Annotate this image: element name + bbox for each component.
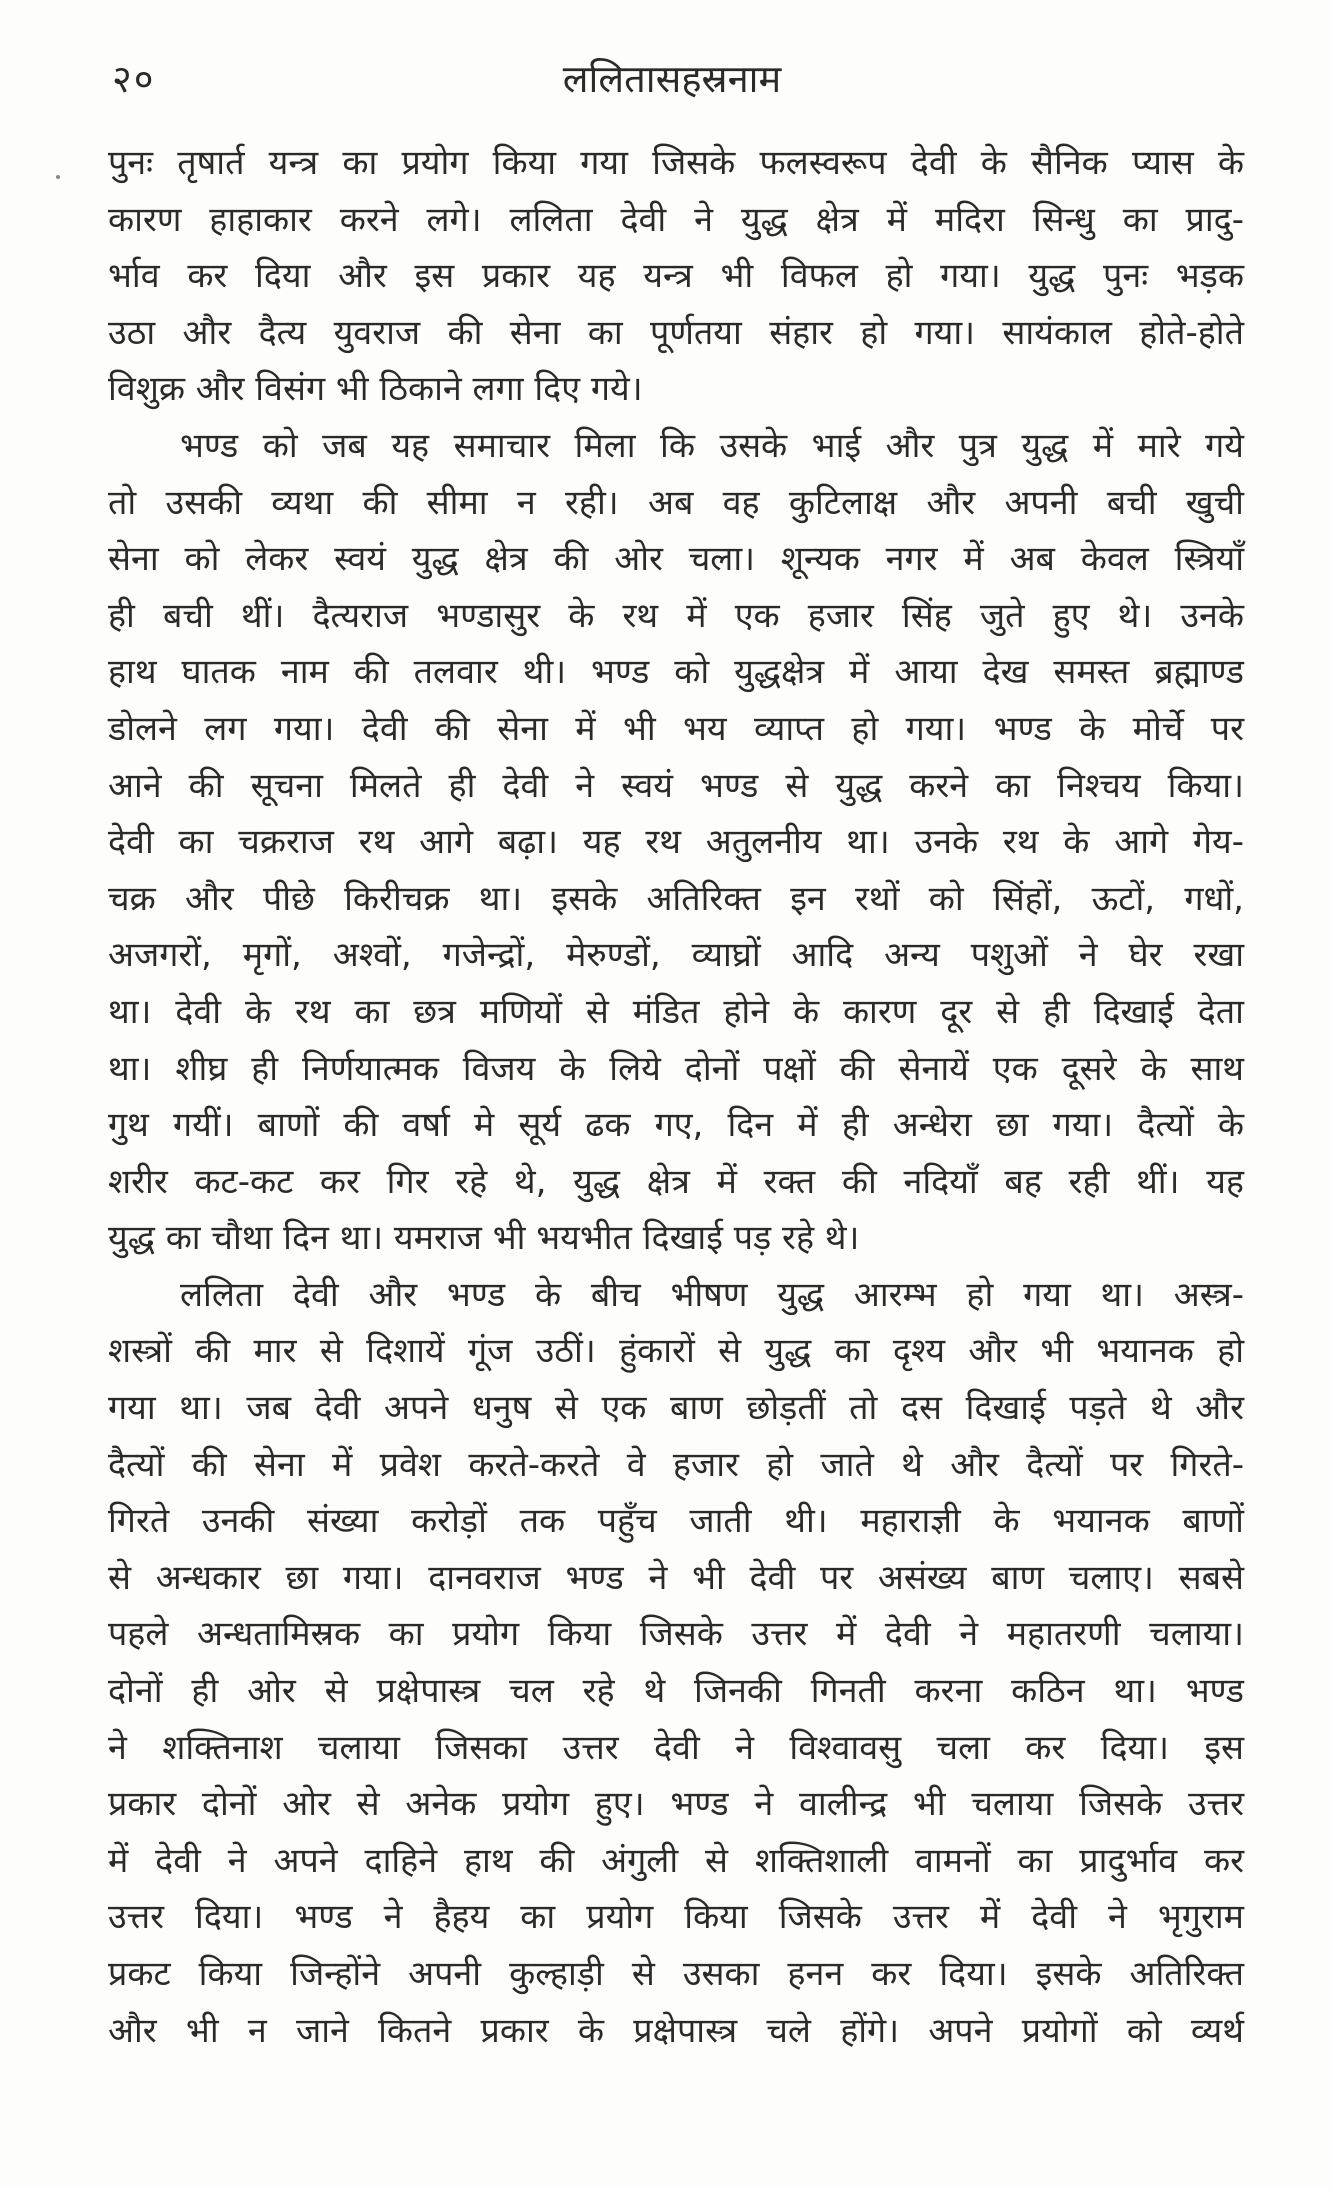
text-line: अजगरों, मृगों, अश्वों, गजेन्द्रों, मेरुण्डों, व्याघ्रों आदि अन्य पशुओं ने घेर रखा (108, 935, 1244, 976)
text-line: उठा और दैत्य युवराज की सेना का पूर्णतया संहार हो गया। सायंकाल होते-होते (108, 312, 1244, 353)
running-title: ललितासहस्रनाम (562, 57, 782, 101)
text-line: शरीर कट-कट कर गिर रहे थे, युद्ध क्षेत्र में रक्त की नदियाँ बह रही थीं। यह (108, 1161, 1244, 1202)
text-line: ही बची थीं। दैत्यराज भण्डासुर के रथ में एक हजार सिंह जुते हुए थे। उनके (108, 595, 1244, 636)
text-line: था। देवी के रथ का छत्र मणियों से मंडित होने के कारण दूर से ही दिखाई देता (108, 991, 1244, 1032)
text-line: गुथ गयीं। बाणों की वर्षा मे सूर्य ढक गए, दिन में ही अन्धेरा छा गया। दैत्यों के (108, 1105, 1244, 1146)
text-line: तो उसकी व्यथा की सीमा न रही। अब वह कुटिलाक्ष और अपनी बची खुची (108, 482, 1244, 523)
paragraph-3 (108, 1267, 1244, 2059)
text-line: युद्ध का चौथा दिन था। यमराज भी भयभीत दिखाई पड़ रहे थे। (108, 1218, 860, 1259)
text-line: सेना को लेकर स्वयं युद्ध क्षेत्र की ओर चला। शून्यक नगर में अब केवल स्त्रियाँ (108, 539, 1244, 580)
page-number: २० (112, 57, 156, 101)
text-line: शस्त्रों की मार से दिशायें गूंज उठीं। हुंकारों से युद्ध का दृश्य और भी भयानक हो (108, 1331, 1244, 1372)
text-line: दैत्यों की सेना में प्रवेश करते-करते वे हजार हो जाते थे और दैत्यों पर गिरते- (108, 1444, 1244, 1485)
text-line: र्भाव कर दिया और इस प्रकार यह यन्त्र भी विफल हो गया। युद्ध पुनः भड़क (108, 256, 1244, 297)
text-line: प्रकट किया जिन्होंने अपनी कुल्हाड़ी से उसका हनन कर दिया। इसके अतिरिक्त (108, 1954, 1244, 1994)
margin-speck (56, 175, 60, 179)
text-line: ने शक्तिनाश चलाया जिसका उत्तर देवी ने विश्वावसु चला कर दिया। इस (108, 1727, 1244, 1768)
text-line: भण्ड को जब यह समाचार मिला कि उसके भाई और पुत्र युद्ध में मारे गये (180, 425, 1244, 466)
text-line: डोलने लग गया। देवी की सेना में भी भय व्याप्त हो गया। भण्ड के मोर्चे पर (108, 708, 1244, 749)
text-line: पुनः तृषार्त यन्त्र का प्रयोग किया गया जिसके फलस्वरूप देवी के सैनिक प्यास के (108, 143, 1244, 183)
text-line: गिरते उनकी संख्या करोड़ों तक पहुँच जाती थी। महाराज्ञी के भयानक बाणों (108, 1501, 1244, 1542)
text-line: आने की सूचना मिलते ही देवी ने स्वयं भण्ड से युद्ध करने का निश्चय किया। (108, 765, 1244, 806)
text-line: देवी का चक्रराज रथ आगे बढ़ा। यह रथ अतुलनीय था। उनके रथ के आगे गेय- (108, 822, 1244, 863)
body-text (108, 135, 1244, 2059)
text-line: दोनों ही ओर से प्रक्षेपास्त्र चल रहे थे जिनकी गिनती करना कठिन था। भण्ड (108, 1671, 1244, 1712)
text-line: विशुक्र और विसंग भी ठिकाने लगा दिए गये। (108, 369, 643, 410)
text-line: हाथ घातक नाम की तलवार थी। भण्ड को युद्धक्षेत्र में आया देख समस्त ब्रह्माण्ड (108, 652, 1244, 693)
text-line: प्रकार दोनों ओर से अनेक प्रयोग हुए। भण्ड ने वालीन्द्र भी चलाया जिसके उत्तर (108, 1784, 1244, 1825)
paragraph-2 (108, 418, 1244, 1267)
text-line: उत्तर दिया। भण्ड ने हैहय का प्रयोग किया जिसके उत्तर में देवी ने भृगुराम (108, 1897, 1244, 1938)
text-line: चक्र और पीछे किरीचक्र था। इसके अतिरिक्त इन रथों को सिंहों, ऊटों, गधों, (108, 878, 1244, 919)
text-line: में देवी ने अपने दाहिने हाथ की अंगुली से शक्तिशाली वामनों का प्रादुर्भाव कर (108, 1840, 1244, 1881)
text-line: ललिता देवी और भण्ड के बीच भीषण युद्ध आरम्भ हो गया था। अस्त्र- (180, 1274, 1244, 1315)
text-line: कारण हाहाकार करने लगे। ललिता देवी ने युद्ध क्षेत्र में मदिरा सिन्धु का प्रादु- (108, 199, 1244, 240)
text-line: पहले अन्धतामिस्रक का प्रयोग किया जिसके उत्तर में देवी ने महातरणी चलाया। (108, 1614, 1244, 1655)
text-line: और भी न जाने कितने प्रकार के प्रक्षेपास्त्र चले होंगे। अपने प्रयोगों को व्यर्थ (108, 2010, 1244, 2051)
text-line: गया था। जब देवी अपने धनुष से एक बाण छोड़तीं तो दस दिखाई पड़ते थे और (108, 1388, 1244, 1429)
page-header (112, 52, 1232, 112)
text-line: से अन्धकार छा गया। दानवराज भण्ड ने भी देवी पर असंख्य बाण चलाए। सबसे (108, 1557, 1244, 1598)
text-line: था। शीघ्र ही निर्णयात्मक विजय के लिये दोनों पक्षों की सेनायें एक दूसरे के साथ (108, 1048, 1244, 1089)
paragraph-1 (108, 135, 1244, 418)
